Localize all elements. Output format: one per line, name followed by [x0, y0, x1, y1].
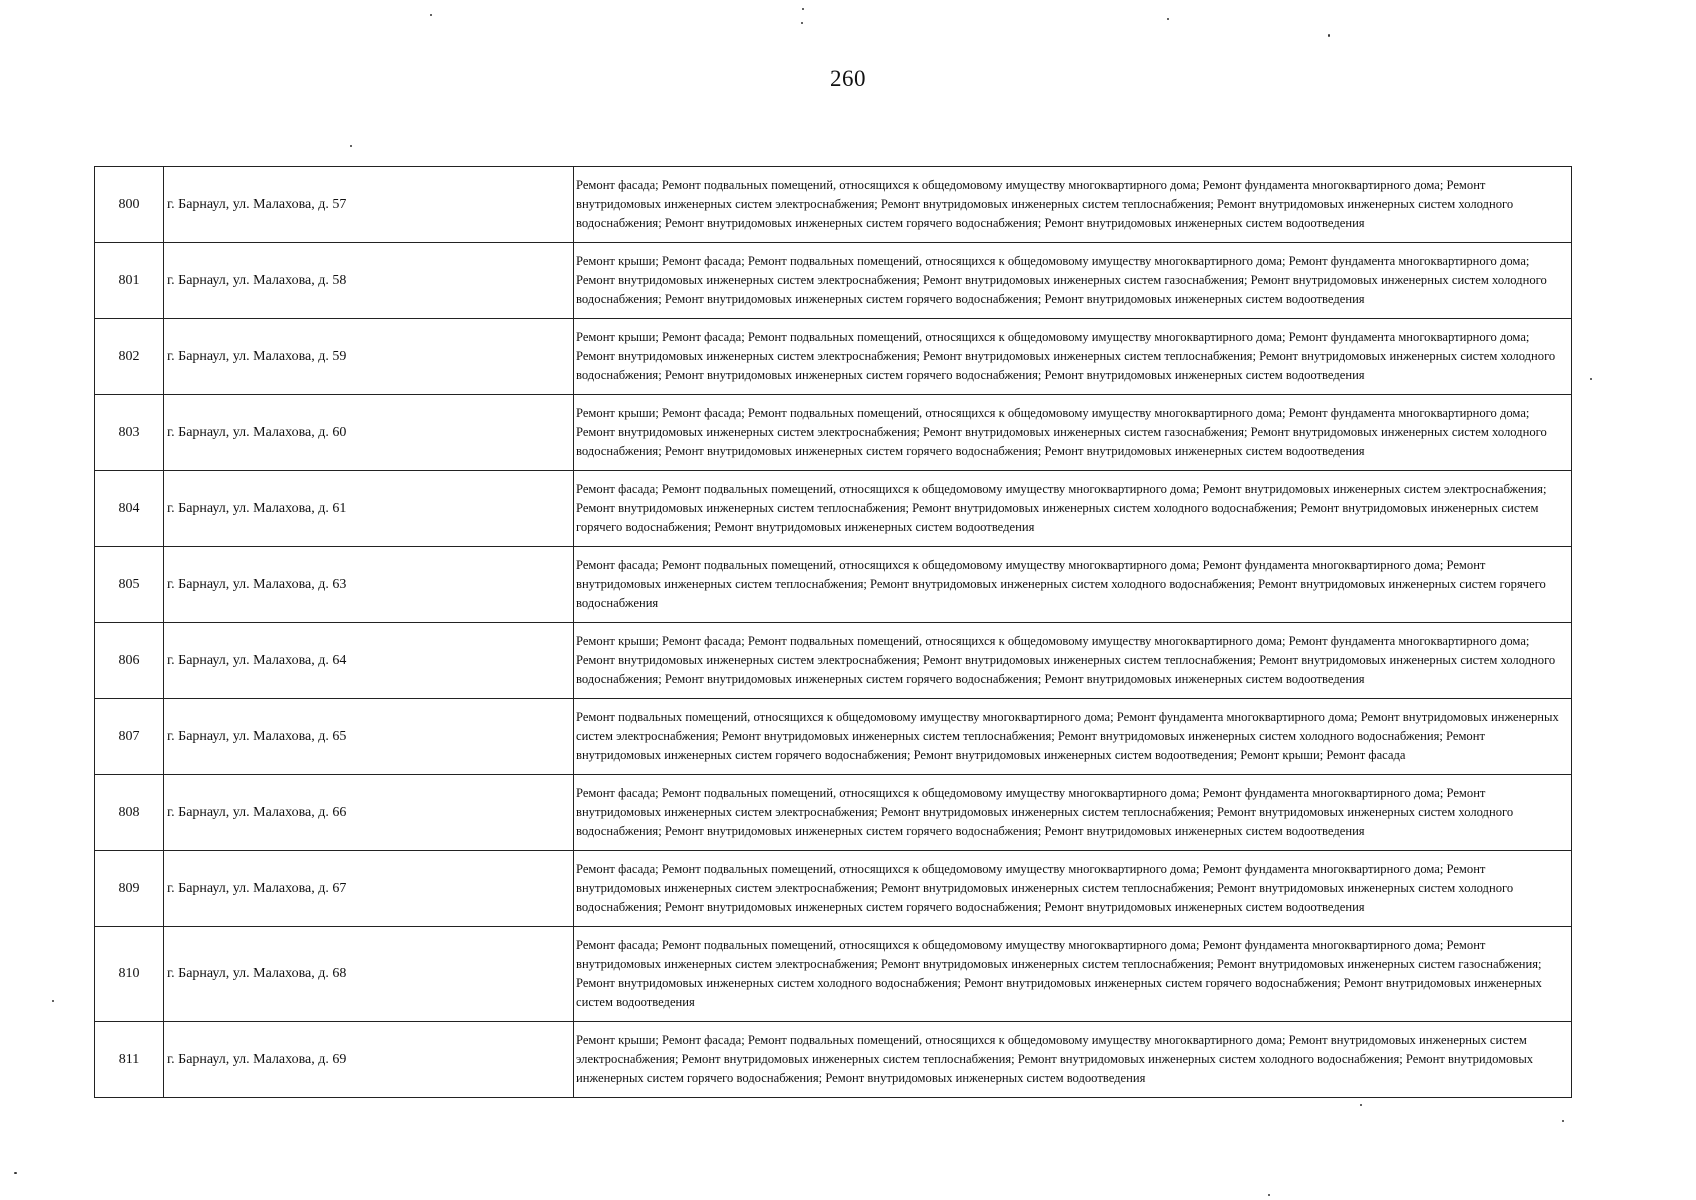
- row-number-cell: 809: [95, 851, 164, 927]
- repair-works-cell: Ремонт крыши; Ремонт фасада; Ремонт подвальных помещений, относящихся к общедомовому имуществу многоквартирного дома; Ремонт фундамента многоквартирного дома; Ремонт внутридомовых инженерных систем электроснабжения; Ремонт внутридомовых инженерных систем газоснабжения; Ремонт внутридомовых инженерных систем холодного водоснабжения; Ремонт внутридомовых инженерных систем горячего водоснабжения; Ремонт внутридомовых инженерных систем водоотведения: [574, 395, 1572, 471]
- scan-speck: [1167, 18, 1169, 20]
- scan-speck: [1328, 34, 1330, 37]
- row-number-cell: 803: [95, 395, 164, 471]
- page-number: 260: [830, 66, 866, 91]
- row-number-cell: 804: [95, 471, 164, 547]
- table-row: [95, 547, 1572, 623]
- repair-works-cell: Ремонт фасада; Ремонт подвальных помещений, относящихся к общедомовому имуществу многоквартирного дома; Ремонт фундамента многоквартирного дома; Ремонт внутридомовых инженерных систем электроснабжения; Ремонт внутридомовых инженерных систем теплоснабжения; Ремонт внутридомовых инженерных систем холодного водоснабжения; Ремонт внутридомовых инженерных систем горячего водоснабжения; Ремонт внутридомовых инженерных систем водоотведения: [574, 851, 1572, 927]
- address-cell: г. Барнаул, ул. Малахова, д. 61: [164, 471, 574, 547]
- address-cell: г. Барнаул, ул. Малахова, д. 59: [164, 319, 574, 395]
- repair-works-cell: Ремонт крыши; Ремонт фасада; Ремонт подвальных помещений, относящихся к общедомовому имуществу многоквартирного дома; Ремонт фундамента многоквартирного дома; Ремонт внутридомовых инженерных систем электроснабжения; Ремонт внутридомовых инженерных систем теплоснабжения; Ремонт внутридомовых инженерных систем холодного водоснабжения; Ремонт внутридомовых инженерных систем горячего водоснабжения; Ремонт внутридомовых инженерных систем водоотведения: [574, 319, 1572, 395]
- table-row: [95, 167, 1572, 243]
- address-cell: г. Барнаул, ул. Малахова, д. 65: [164, 699, 574, 775]
- scan-speck: [1590, 378, 1592, 380]
- scan-speck: [52, 1000, 54, 1002]
- row-number-cell: 807: [95, 699, 164, 775]
- table-row: [95, 699, 1572, 775]
- repair-works-cell: Ремонт подвальных помещений, относящихся к общедомовому имуществу многоквартирного дома; Ремонт фундамента многоквартирного дома; Ремонт внутридомовых инженерных систем электроснабжения; Ремонт внутридомовых инженерных систем теплоснабжения; Ремонт внутридомовых инженерных систем холодного водоснабжения; Ремонт внутридомовых инженерных систем горячего водоснабжения; Ремонт внутридомовых инженерных систем водоотведения; Ремонт крыши; Ремонт фасада: [574, 699, 1572, 775]
- scan-speck: [1562, 1120, 1564, 1122]
- address-cell: г. Барнаул, ул. Малахова, д. 58: [164, 243, 574, 319]
- scan-speck: [14, 1172, 17, 1174]
- address-cell: г. Барнаул, ул. Малахова, д. 69: [164, 1022, 574, 1098]
- scan-speck: [802, 8, 804, 10]
- table-row: [95, 395, 1572, 471]
- repair-works-cell: Ремонт фасада; Ремонт подвальных помещений, относящихся к общедомовому имуществу многоквартирного дома; Ремонт фундамента многоквартирного дома; Ремонт внутридомовых инженерных систем электроснабжения; Ремонт внутридомовых инженерных систем теплоснабжения; Ремонт внутридомовых инженерных систем холодного водоснабжения; Ремонт внутридомовых инженерных систем горячего водоснабжения; Ремонт внутридомовых инженерных систем водоотведения: [574, 775, 1572, 851]
- scan-speck: [1360, 1104, 1362, 1106]
- table-row: [95, 623, 1572, 699]
- address-cell: г. Барнаул, ул. Малахова, д. 67: [164, 851, 574, 927]
- repair-works-cell: Ремонт фасада; Ремонт подвальных помещений, относящихся к общедомовому имуществу многоквартирного дома; Ремонт фундамента многоквартирного дома; Ремонт внутридомовых инженерных систем теплоснабжения; Ремонт внутридомовых инженерных систем холодного водоснабжения; Ремонт внутридомовых инженерных систем горячего водоснабжения: [574, 547, 1572, 623]
- table-row: [95, 927, 1572, 1022]
- repair-works-cell: Ремонт крыши; Ремонт фасада; Ремонт подвальных помещений, относящихся к общедомовому имуществу многоквартирного дома; Ремонт фундамента многоквартирного дома; Ремонт внутридомовых инженерных систем электроснабжения; Ремонт внутридомовых инженерных систем газоснабжения; Ремонт внутридомовых инженерных систем холодного водоснабжения; Ремонт внутридомовых инженерных систем горячего водоснабжения; Ремонт внутридомовых инженерных систем водоотведения: [574, 243, 1572, 319]
- housing-repair-table: [94, 166, 1572, 1098]
- table-row: [95, 243, 1572, 319]
- address-cell: г. Барнаул, ул. Малахова, д. 68: [164, 927, 574, 1022]
- table-row: [95, 1022, 1572, 1098]
- row-number-cell: 806: [95, 623, 164, 699]
- table-row: [95, 775, 1572, 851]
- scan-speck: [430, 14, 432, 16]
- scan-speck: [350, 145, 352, 147]
- address-cell: г. Барнаул, ул. Малахова, д. 66: [164, 775, 574, 851]
- repair-works-cell: Ремонт фасада; Ремонт подвальных помещений, относящихся к общедомовому имуществу многоквартирного дома; Ремонт внутридомовых инженерных систем электроснабжения; Ремонт внутридомовых инженерных систем теплоснабжения; Ремонт внутридомовых инженерных систем холодного водоснабжения; Ремонт внутридомовых инженерных систем горячего водоснабжения; Ремонт внутридомовых инженерных систем водоотведения: [574, 471, 1572, 547]
- table-row: [95, 471, 1572, 547]
- row-number-cell: 800: [95, 167, 164, 243]
- repair-works-cell: Ремонт фасада; Ремонт подвальных помещений, относящихся к общедомовому имуществу многоквартирного дома; Ремонт фундамента многоквартирного дома; Ремонт внутридомовых инженерных систем электроснабжения; Ремонт внутридомовых инженерных систем теплоснабжения; Ремонт внутридомовых инженерных систем холодного водоснабжения; Ремонт внутридомовых инженерных систем горячего водоснабжения; Ремонт внутридомовых инженерных систем водоотведения: [574, 167, 1572, 243]
- table-row: [95, 851, 1572, 927]
- row-number-cell: 811: [95, 1022, 164, 1098]
- address-cell: г. Барнаул, ул. Малахова, д. 64: [164, 623, 574, 699]
- row-number-cell: 801: [95, 243, 164, 319]
- row-number-cell: 805: [95, 547, 164, 623]
- repair-works-cell: Ремонт крыши; Ремонт фасада; Ремонт подвальных помещений, относящихся к общедомовому имуществу многоквартирного дома; Ремонт фундамента многоквартирного дома; Ремонт внутридомовых инженерных систем электроснабжения; Ремонт внутридомовых инженерных систем теплоснабжения; Ремонт внутридомовых инженерных систем холодного водоснабжения; Ремонт внутридомовых инженерных систем горячего водоснабжения; Ремонт внутридомовых инженерных систем водоотведения: [574, 623, 1572, 699]
- address-cell: г. Барнаул, ул. Малахова, д. 63: [164, 547, 574, 623]
- row-number-cell: 808: [95, 775, 164, 851]
- repair-works-cell: Ремонт фасада; Ремонт подвальных помещений, относящихся к общедомовому имуществу многоквартирного дома; Ремонт фундамента многоквартирного дома; Ремонт внутридомовых инженерных систем электроснабжения; Ремонт внутридомовых инженерных систем теплоснабжения; Ремонт внутридомовых инженерных систем газоснабжения; Ремонт внутридомовых инженерных систем холодного водоснабжения; Ремонт внутридомовых инженерных систем горячего водоснабжения; Ремонт внутридомовых инженерных систем водоотведения: [574, 927, 1572, 1022]
- row-number-cell: 810: [95, 927, 164, 1022]
- scan-speck: [801, 22, 803, 24]
- repair-works-cell: Ремонт крыши; Ремонт фасада; Ремонт подвальных помещений, относящихся к общедомовому имуществу многоквартирного дома; Ремонт внутридомовых инженерных систем электроснабжения; Ремонт внутридомовых инженерных систем теплоснабжения; Ремонт внутридомовых инженерных систем холодного водоснабжения; Ремонт внутридомовых инженерных систем горячего водоснабжения; Ремонт внутридомовых инженерных систем водоотведения: [574, 1022, 1572, 1098]
- scan-speck: [1268, 1194, 1270, 1196]
- table-row: [95, 319, 1572, 395]
- row-number-cell: 802: [95, 319, 164, 395]
- address-cell: г. Барнаул, ул. Малахова, д. 60: [164, 395, 574, 471]
- address-cell: г. Барнаул, ул. Малахова, д. 57: [164, 167, 574, 243]
